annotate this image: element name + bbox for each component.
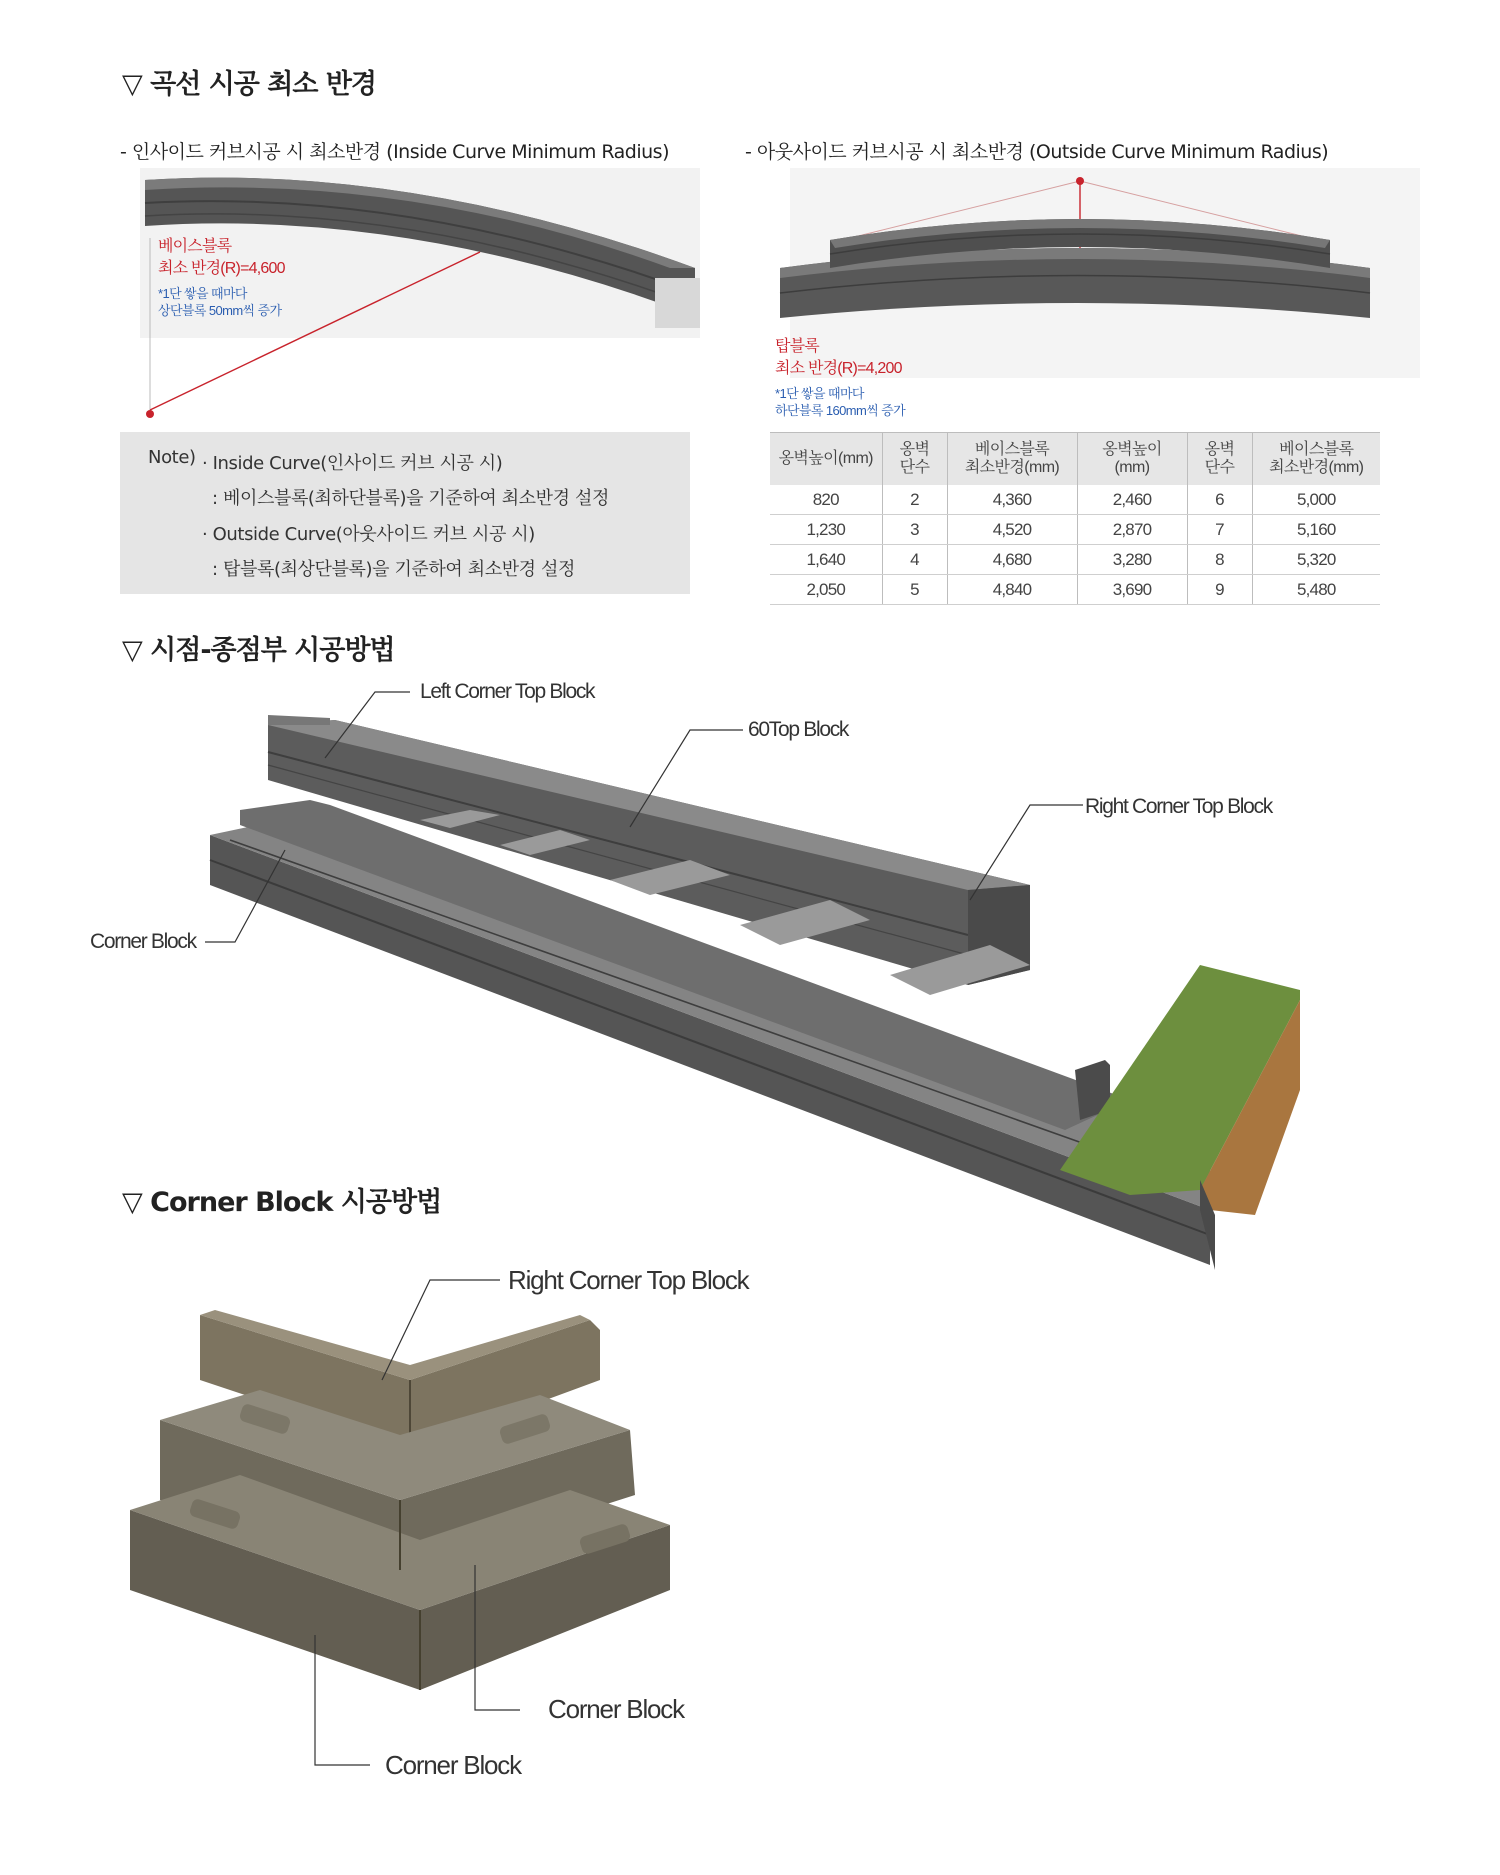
inside-radius-note-1: *1단 쌓을 때마다: [158, 286, 247, 301]
table-cell: 5,160: [1252, 515, 1380, 545]
table-cell: 5,320: [1252, 545, 1380, 575]
table-cell: 3,690: [1077, 575, 1187, 605]
inside-radius-note-2: 상단블록 50mm씩 증가: [158, 303, 282, 318]
table-cell: 1,230: [770, 515, 882, 545]
table-cell: 820: [770, 485, 882, 515]
label-corner-block-a: Corner Block: [548, 1694, 684, 1724]
table-cell: 9: [1187, 575, 1252, 605]
table-row: [770, 515, 1380, 545]
label-60top: 60Top Block: [748, 718, 849, 741]
table-header-min-radius: 베이스블록 최소반경(mm): [947, 433, 1077, 486]
label-right-corner-top: Right Corner Top Block: [1085, 795, 1272, 818]
table-cell: 2,870: [1077, 515, 1187, 545]
table-header-wall-height: 옹벽높이(mm): [770, 433, 882, 486]
table-cell: 4,520: [947, 515, 1077, 545]
outside-radius-label-1: 탑블록: [775, 338, 819, 355]
note-line-3: · Outside Curve(아웃사이드 커브 시공 시): [202, 524, 535, 545]
table-row: [770, 485, 1380, 515]
table-cell: 2,460: [1077, 485, 1187, 515]
label-left-corner-top: Left Corner Top Block: [420, 680, 595, 703]
table-header-tiers: 옹벽 단수: [882, 433, 947, 486]
label-right-corner-top-2: Right Corner Top Block: [508, 1265, 749, 1295]
outside-radius-note-1: *1단 쌓을 때마다: [775, 386, 864, 401]
outside-radius-label-2: 최소 반경(R)=4,200: [775, 360, 902, 377]
table-row: [770, 545, 1380, 575]
outside-radius-note-2: 하단블록 160mm씩 증가: [775, 403, 906, 418]
inside-radius-label-2: 최소 반경(R)=4,600: [158, 260, 285, 277]
table-cell: 8: [1187, 545, 1252, 575]
outside-curve-heading: - 아웃사이드 커브시공 시 최소반경 (Outside Curve Minimum Radius): [745, 141, 1329, 163]
table-header-min-radius-2: 베이스블록 최소반경(mm): [1252, 433, 1380, 486]
table-cell: 6: [1187, 485, 1252, 515]
radius-table: [770, 432, 1380, 605]
table-header-tiers-2: 옹벽 단수: [1187, 433, 1252, 486]
table-cell: 7: [1187, 515, 1252, 545]
section2-title: ▽ 시점-종점부 시공방법: [122, 635, 395, 666]
inside-curve-heading: - 인사이드 커브시공 시 최소반경 (Inside Curve Minimum Radius): [120, 141, 669, 163]
note-line-1: · Inside Curve(인사이드 커브 시공 시): [202, 453, 503, 474]
section3-title: ▽ Corner Block 시공방법: [122, 1187, 442, 1218]
table-cell: 5,480: [1252, 575, 1380, 605]
table-cell: 5: [882, 575, 947, 605]
section1-title: ▽ 곡선 시공 최소 반경: [122, 69, 377, 100]
note-prefix: Note): [148, 447, 196, 468]
note-line-4: : 탑블록(최상단블록)을 기준하여 최소반경 설정: [212, 559, 575, 580]
table-cell: 4,840: [947, 575, 1077, 605]
table-cell: 2,050: [770, 575, 882, 605]
inside-radius-label-1: 베이스블록: [158, 238, 232, 255]
label-corner-block-b: Corner Block: [385, 1750, 521, 1780]
table-cell: 4: [882, 545, 947, 575]
table-cell: 1,640: [770, 545, 882, 575]
table-cell: 3,280: [1077, 545, 1187, 575]
label-corner-block: Corner Block: [90, 930, 196, 953]
table-cell: 5,000: [1252, 485, 1380, 515]
table-cell: 2: [882, 485, 947, 515]
table-cell: 4,680: [947, 545, 1077, 575]
note-box: [120, 432, 690, 594]
table-row: [770, 575, 1380, 605]
table-cell: 3: [882, 515, 947, 545]
table-header-row: [770, 433, 1380, 486]
table-header-wall-height-2: 옹벽높이 (mm): [1077, 433, 1187, 486]
note-line-2: : 베이스블록(최하단블록)을 기준하여 최소반경 설정: [212, 488, 609, 509]
table-cell: 4,360: [947, 485, 1077, 515]
